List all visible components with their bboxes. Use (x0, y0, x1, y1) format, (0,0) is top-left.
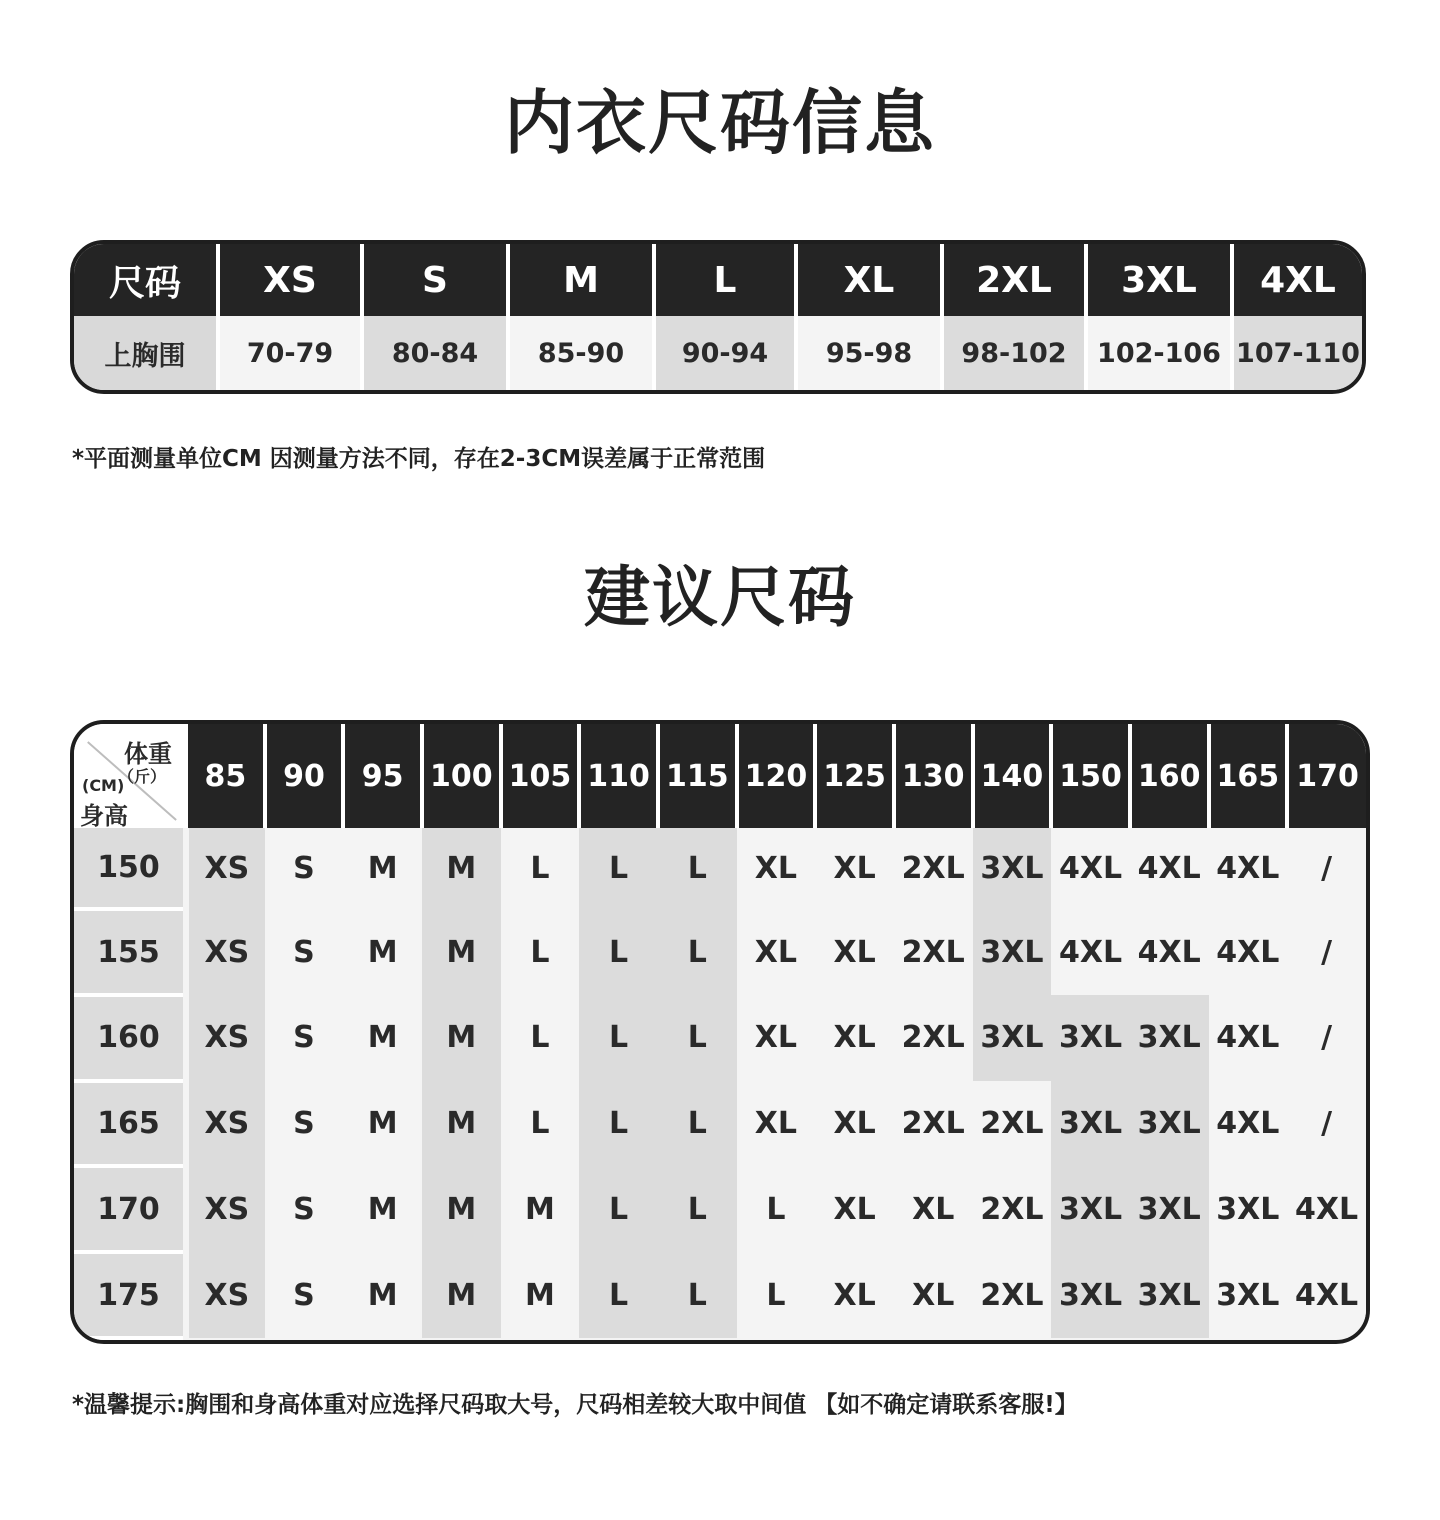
size-cell: XL (894, 1252, 973, 1338)
weight-header-cell: 90 (265, 724, 344, 828)
height-row (74, 828, 1366, 909)
bust-row-label: 上胸围 (74, 316, 218, 390)
size-cell: XL (815, 1252, 894, 1338)
size-cell: L (501, 995, 580, 1081)
size-cell: S (265, 995, 344, 1081)
size-cell: 4XL (1287, 1252, 1366, 1338)
size-cell: / (1287, 995, 1366, 1081)
size-cell: 2XL (894, 1081, 973, 1167)
size-cell: XS (186, 1166, 265, 1252)
weight-header-cell: 115 (658, 724, 737, 828)
size-cell: L (501, 1081, 580, 1167)
recommended-size-table (70, 720, 1370, 1344)
section-title: 建议尺码 (584, 559, 856, 636)
size-cell: M (422, 1081, 501, 1167)
size-cell: 3XL (973, 995, 1052, 1081)
height-label-cell: 175 (74, 1252, 186, 1338)
size-header-cell: M (508, 244, 654, 316)
size-cell: M (422, 828, 501, 909)
height-row (74, 995, 1366, 1081)
size-cell: XL (894, 1166, 973, 1252)
size-cell: M (422, 1252, 501, 1338)
size-info-table (70, 240, 1366, 394)
corner-cell (74, 724, 186, 828)
weight-header-cell: 110 (579, 724, 658, 828)
size-cell: L (658, 828, 737, 909)
bust-value-cell: 98-102 (942, 316, 1086, 390)
size-cell: / (1287, 828, 1366, 909)
size-cell: 4XL (1051, 909, 1130, 995)
size-header-label: 尺码 (74, 244, 218, 316)
size-cell: L (579, 828, 658, 909)
size-header-row (74, 244, 1362, 316)
size-cell: 4XL (1130, 828, 1209, 909)
height-label-cell: 160 (74, 995, 186, 1081)
size-cell: 2XL (894, 828, 973, 909)
size-cell: 3XL (1051, 1252, 1130, 1338)
size-cell: 3XL (973, 909, 1052, 995)
size-cell: 3XL (1130, 1252, 1209, 1338)
size-cell: L (501, 909, 580, 995)
weight-axis-label: 体重 (124, 740, 172, 768)
size-header-cell: XL (796, 244, 942, 316)
size-cell: 3XL (1051, 1081, 1130, 1167)
size-cell: 3XL (1209, 1166, 1288, 1252)
size-cell: 2XL (973, 1081, 1052, 1167)
height-label-cell: 150 (74, 828, 186, 909)
size-cell: L (658, 909, 737, 995)
height-row (74, 1081, 1366, 1167)
size-cell: XL (815, 1081, 894, 1167)
weight-header-cell: 170 (1287, 724, 1366, 828)
size-cell: 3XL (973, 828, 1052, 909)
bust-value-cell: 107-110 (1232, 316, 1362, 390)
size-cell: XL (815, 995, 894, 1081)
size-cell: M (422, 995, 501, 1081)
bust-value-cell: 80-84 (362, 316, 508, 390)
size-cell: 4XL (1209, 1081, 1288, 1167)
size-header-cell: S (362, 244, 508, 316)
size-cell: L (658, 995, 737, 1081)
measurement-note: *平面测量单位CM 因测量方法不同，存在2-3CM误差属于正常范围 (72, 446, 766, 472)
size-header-cell: XS (218, 244, 362, 316)
size-cell: L (658, 1166, 737, 1252)
size-cell: 4XL (1209, 909, 1288, 995)
size-cell: L (579, 909, 658, 995)
size-header-cell: 2XL (942, 244, 1086, 316)
weight-header-cell: 150 (1051, 724, 1130, 828)
weight-header-cell: 85 (186, 724, 265, 828)
size-cell: XL (737, 909, 816, 995)
size-header-cell: 4XL (1232, 244, 1362, 316)
size-cell: 4XL (1287, 1166, 1366, 1252)
height-row (74, 909, 1366, 995)
size-cell: L (658, 1252, 737, 1338)
size-cell: S (265, 1081, 344, 1167)
size-cell: XS (186, 995, 265, 1081)
size-cell: M (343, 995, 422, 1081)
weight-unit-label: （斤） (117, 767, 166, 786)
size-cell: S (265, 1166, 344, 1252)
height-label-cell: 155 (74, 909, 186, 995)
size-cell: 4XL (1209, 995, 1288, 1081)
size-cell: XS (186, 1081, 265, 1167)
height-row (74, 1252, 1366, 1338)
size-cell: XS (186, 909, 265, 995)
bust-value-cell: 90-94 (654, 316, 796, 390)
weight-header-cell: 125 (815, 724, 894, 828)
size-cell: 3XL (1130, 1166, 1209, 1252)
size-cell: 2XL (973, 1252, 1052, 1338)
height-row (74, 1166, 1366, 1252)
size-cell: L (579, 1166, 658, 1252)
size-cell: 2XL (894, 995, 973, 1081)
bust-value-cell: 95-98 (796, 316, 942, 390)
bust-row (74, 316, 1362, 390)
height-label-cell: 165 (74, 1081, 186, 1167)
weight-header-cell: 100 (422, 724, 501, 828)
page-title: 内衣尺码信息 (504, 82, 936, 164)
size-cell: 3XL (1130, 995, 1209, 1081)
weight-header-row (74, 724, 1366, 828)
size-cell: M (343, 1081, 422, 1167)
size-cell: L (579, 1081, 658, 1167)
size-cell: XL (815, 909, 894, 995)
height-label-cell: 170 (74, 1166, 186, 1252)
weight-header-cell: 160 (1130, 724, 1209, 828)
weight-header-cell: 105 (501, 724, 580, 828)
size-cell: L (737, 1252, 816, 1338)
weight-header-cell: 130 (894, 724, 973, 828)
size-cell: 3XL (1130, 1081, 1209, 1167)
size-cell: XL (815, 1166, 894, 1252)
height-axis-label: 身高 (80, 802, 128, 830)
size-cell: L (658, 1081, 737, 1167)
size-cell: XL (737, 995, 816, 1081)
size-cell: M (501, 1166, 580, 1252)
size-cell: M (501, 1252, 580, 1338)
size-cell: M (343, 909, 422, 995)
size-cell: XS (186, 828, 265, 909)
size-cell: M (422, 1166, 501, 1252)
size-cell: M (343, 1166, 422, 1252)
size-cell: L (579, 1252, 658, 1338)
size-cell: XL (737, 828, 816, 909)
size-cell: M (343, 1252, 422, 1338)
weight-header-cell: 140 (973, 724, 1052, 828)
size-cell: 3XL (1051, 1166, 1130, 1252)
size-cell: S (265, 909, 344, 995)
size-cell: S (265, 1252, 344, 1338)
size-cell: 4XL (1051, 828, 1130, 909)
tip-note: *温馨提示:胸围和身高体重对应选择尺码取大号，尺码相差较大取中间值 【如不确定请联系客服!】 (72, 1392, 1078, 1418)
size-cell: XL (737, 1081, 816, 1167)
size-cell: 4XL (1130, 909, 1209, 995)
size-cell: L (579, 995, 658, 1081)
bust-value-cell: 70-79 (218, 316, 362, 390)
size-cell: M (422, 909, 501, 995)
size-cell: 2XL (973, 1166, 1052, 1252)
weight-header-cell: 165 (1209, 724, 1288, 828)
size-cell: 3XL (1209, 1252, 1288, 1338)
height-unit-label: (CM) (82, 776, 125, 795)
size-cell: XL (815, 828, 894, 909)
size-cell: 4XL (1209, 828, 1288, 909)
size-header-cell: L (654, 244, 796, 316)
bust-value-cell: 102-106 (1086, 316, 1232, 390)
size-cell: / (1287, 909, 1366, 995)
bust-value-cell: 85-90 (508, 316, 654, 390)
size-cell: S (265, 828, 344, 909)
size-cell: XS (186, 1252, 265, 1338)
size-cell: L (737, 1166, 816, 1252)
weight-header-cell: 95 (343, 724, 422, 828)
size-cell: / (1287, 1081, 1366, 1167)
weight-header-cell: 120 (737, 724, 816, 828)
size-cell: 2XL (894, 909, 973, 995)
size-cell: M (343, 828, 422, 909)
size-header-cell: 3XL (1086, 244, 1232, 316)
size-cell: 3XL (1051, 995, 1130, 1081)
size-cell: L (501, 828, 580, 909)
